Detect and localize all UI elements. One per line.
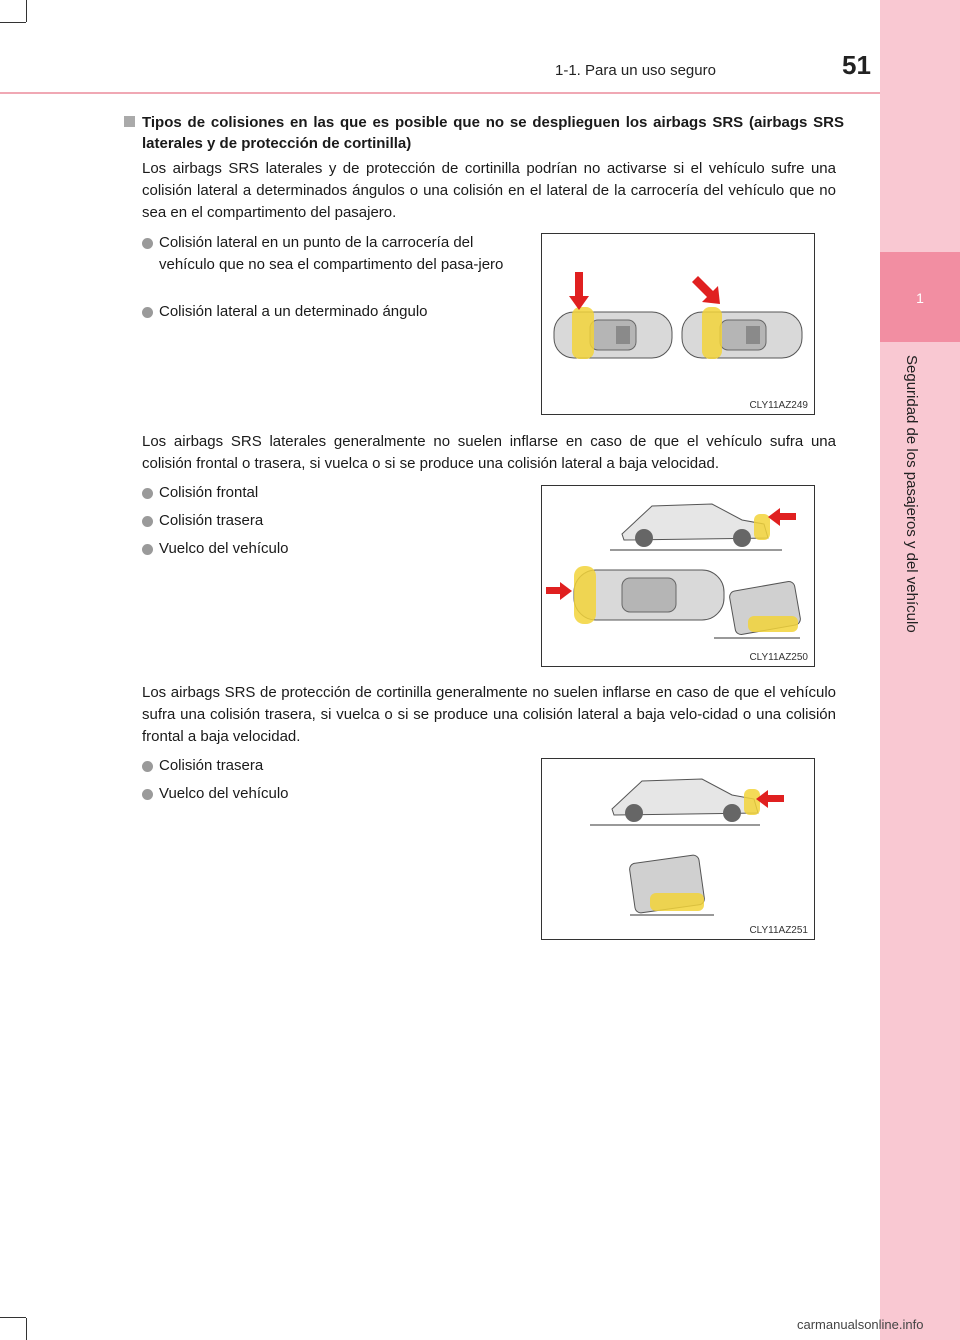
list-item-text: Colisión trasera bbox=[159, 757, 264, 774]
list-item bbox=[142, 510, 522, 532]
list-item bbox=[142, 755, 522, 777]
figure-rear-rollover bbox=[541, 758, 815, 940]
watermark: carmanualsonline.info bbox=[797, 1317, 924, 1332]
impact-arrow-icon bbox=[756, 790, 784, 808]
car-side-view bbox=[590, 779, 760, 825]
impact-arrow-icon bbox=[546, 582, 572, 600]
bullet-dot-icon bbox=[142, 516, 153, 527]
bullet-dot-icon bbox=[142, 761, 153, 772]
list-item-text: Vuelco del vehículo bbox=[159, 785, 289, 802]
figure-code: CLY11AZ251 bbox=[749, 925, 808, 936]
curtain-airbag-collision-illustration bbox=[542, 759, 814, 939]
list-item bbox=[142, 538, 522, 560]
car-rollover-view bbox=[714, 581, 801, 638]
impact-arrow-icon bbox=[768, 508, 796, 526]
chapter-side-band bbox=[880, 0, 960, 1340]
collision-types-illustration bbox=[542, 486, 814, 666]
bullet-dot-icon bbox=[142, 544, 153, 555]
car-top-view bbox=[682, 307, 802, 359]
list-item-text: Colisión lateral a un determinado ángulo bbox=[159, 303, 428, 320]
header-rule bbox=[0, 92, 880, 94]
paragraph: Los airbags SRS laterales generalmente no suelen inflarse en caso de que el vehículo sufra una colisión frontal o trasera, si vuelca o si se produce una colisión lateral a baja velocidad. bbox=[142, 433, 836, 472]
side-collision-illustration bbox=[542, 234, 814, 414]
impact-arrow-icon bbox=[692, 276, 720, 304]
bullet-dot-icon bbox=[142, 789, 153, 800]
section-heading-text: Tipos de colisiones en las que es posible que no se desplieguen los airbags SRS (airbags SRS laterales y de protección de cortinilla) bbox=[142, 114, 844, 152]
car-side-view bbox=[610, 504, 782, 550]
crop-mark bbox=[26, 1318, 27, 1340]
list-item bbox=[142, 232, 522, 276]
list-item bbox=[142, 482, 522, 504]
bullet-dot-icon bbox=[142, 238, 153, 249]
car-rollover-view bbox=[629, 854, 714, 915]
list-item bbox=[142, 783, 522, 805]
crop-mark bbox=[26, 0, 27, 22]
crop-mark bbox=[0, 22, 26, 23]
chapter-number: 1 bbox=[916, 290, 924, 306]
section-heading bbox=[124, 112, 844, 154]
figure-code: CLY11AZ249 bbox=[749, 400, 808, 411]
impact-arrow-icon bbox=[569, 272, 589, 310]
section-title: 1-1. Para un uso seguro bbox=[555, 62, 716, 79]
list-item-text: Colisión trasera bbox=[159, 512, 264, 529]
car-top-view bbox=[554, 307, 672, 359]
chapter-title: Seguridad de los pasajeros y del vehículo bbox=[903, 355, 920, 633]
square-bullet-icon bbox=[124, 116, 135, 127]
intro-paragraph: Los airbags SRS laterales y de protección de cortinilla podrían no activarse si el vehículo sufre una colisión lateral a determinados ángulos o una colisión en el lateral de la carrocería del vehículo que no sea en el compartimento del pasajero. bbox=[142, 160, 836, 221]
list-item bbox=[142, 301, 522, 323]
bullet-dot-icon bbox=[142, 488, 153, 499]
page-number: 51 bbox=[842, 50, 871, 80]
figure-frontal-rear-rollover bbox=[541, 485, 815, 667]
car-top-view bbox=[574, 566, 724, 624]
bullet-dot-icon bbox=[142, 307, 153, 318]
list-item-text: Colisión frontal bbox=[159, 484, 259, 501]
crop-mark bbox=[0, 1317, 26, 1318]
figure-side-collision bbox=[541, 233, 815, 415]
list-item-text: Vuelco del vehículo bbox=[159, 540, 289, 557]
figure-code: CLY11AZ250 bbox=[749, 652, 808, 663]
paragraph: Los airbags SRS de protección de cortinilla generalmente no suelen inflarse en caso de que el vehículo sufra una colisión trasera, si vuelca o si se produce una colisión lateral a baja velo-cidad o una colisión frontal a baja velocidad. bbox=[142, 684, 836, 745]
list-item-text: Colisión lateral en un punto de la carrocería del vehículo que no sea el compartimento del pasa-jero bbox=[159, 234, 504, 273]
